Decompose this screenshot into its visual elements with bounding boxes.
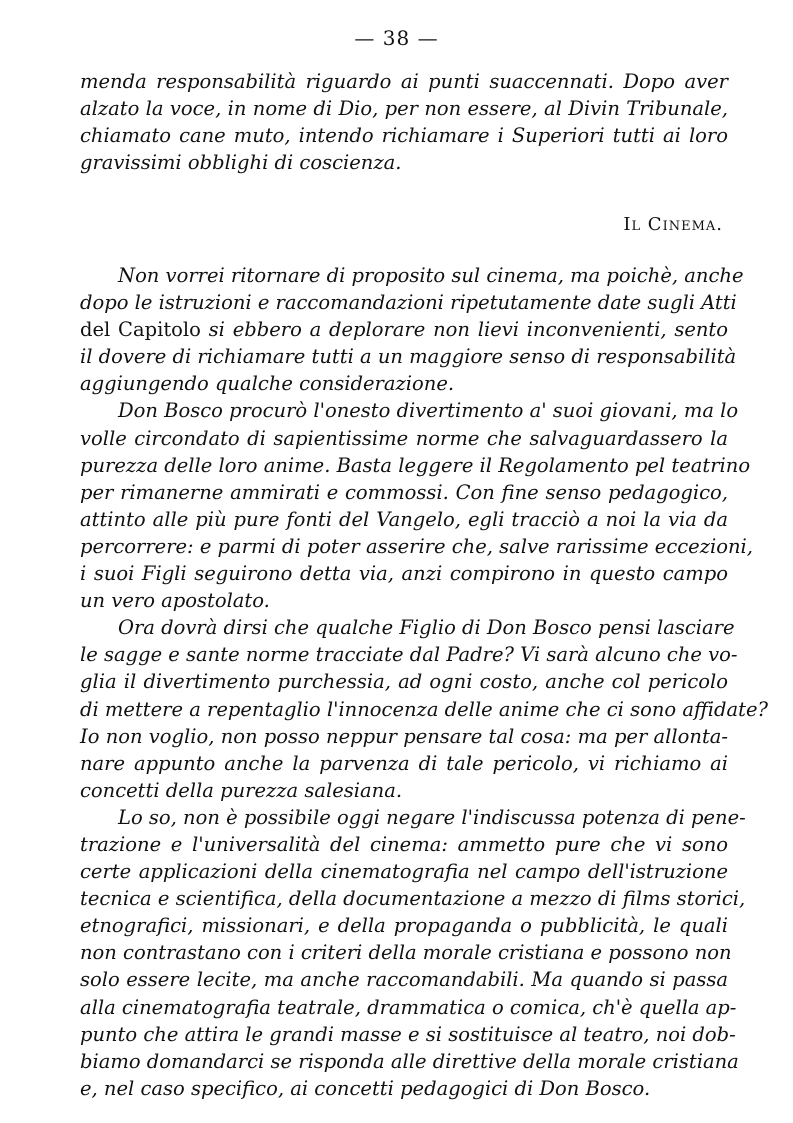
text-line: Non vorrei ritornare di proposito sul cinema, ma poichè, anche xyxy=(118,264,744,287)
text-line: di mettere a repentaglio l'innocenza delle anime che ci sono affidate? xyxy=(80,697,768,721)
text-line: attinto alle più pure fonti del Vangelo, egli tracciò a noi la via da xyxy=(80,507,728,531)
text-line: trazione e l'universalità del cinema: ammetto pure che vi sono xyxy=(80,832,728,856)
section-heading: Il Cinema. xyxy=(623,214,723,235)
text-line: menda responsabilità riguardo ai punti suaccennati. Dopo aver xyxy=(80,70,728,93)
text-line: nare appunto anche la parvenza di tale pericolo, vi richiamo ai xyxy=(80,751,728,775)
text-line: concetti della purezza salesiana. xyxy=(80,778,403,802)
text-line: aggiungendo qualche considerazione. xyxy=(80,372,455,396)
text-line: i suoi Figli seguirono detta via, anzi compirono in questo campo xyxy=(80,562,728,586)
paragraph-2 xyxy=(80,397,753,614)
text-line: gravissimi obblighi di coscienza. xyxy=(80,151,402,175)
text-line: Don Bosco procurò l'onesto divertimento a' suoi giovani, ma lo xyxy=(118,399,739,423)
text-line: per rimanerne ammirati e commossi. Con fine senso pedagogico, xyxy=(80,480,728,504)
text-line: Io non voglio, non posso neppur pensare tal cosa: ma per allonta- xyxy=(80,724,728,748)
text-line: certe applicazioni della cinematografia nel campo dell'istruzione xyxy=(80,860,728,884)
text-line: alla cinematografia teatrale, drammatica o comica, ch'è quella ap- xyxy=(80,995,737,1019)
text-line: punto che attira le grandi masse e si sostituisce al teatro, noi dob- xyxy=(80,1022,736,1046)
text-fragment: si ebbero a deplorare non lievi inconvenienti, sento xyxy=(200,318,728,342)
text-line: glia il divertimento purchessia, ad ogni costo, anche col pericolo xyxy=(80,670,728,694)
text-line: e, nel caso specifico, ai concetti pedagogici di Don Bosco. xyxy=(80,1076,651,1100)
text-line: il dovere di richiamare tutti a un maggiore senso di responsabilità xyxy=(80,345,737,369)
paragraph-3 xyxy=(80,614,768,804)
text-line: purezza delle loro anime. Basta leggere il Regolamento pel teatrino xyxy=(80,453,751,477)
text-line: tecnica e scientifica, della documentazione a mezzo di films storici, xyxy=(80,887,746,911)
paragraph-4 xyxy=(80,804,746,1102)
intro-paragraph xyxy=(80,68,728,176)
text-line: etnografici, missionari, e della propaganda o pubblicità, le quali xyxy=(80,914,728,938)
text-line: chiamato cane muto, intendo richiamare i Superiori tutti ai loro xyxy=(80,124,728,148)
text-line: non contrastano con i criteri della morale cristiana e possono non xyxy=(80,941,732,965)
text-line: Lo so, non è possibile oggi negare l'indiscussa potenza di pene- xyxy=(118,805,746,829)
main-text xyxy=(80,262,768,1102)
text-line: un vero apostolato. xyxy=(80,589,270,613)
text-line: Ora dovrà dirsi che qualche Figlio di Don Bosco pensi lasciare xyxy=(118,616,735,640)
upright-text: del Capitolo xyxy=(80,318,201,342)
text-line: percorrere: e parmi di poter asserire che, salve rarissime eccezioni, xyxy=(80,534,753,558)
text-line: biamo domandarci se risponda alle direttive della morale cristiana xyxy=(80,1049,739,1073)
text-line: volle circondato di sapientissime norme che salvaguardassero la xyxy=(80,426,728,450)
text-line xyxy=(80,316,728,343)
text-line: le sagge e sante norme tracciate dal Padre? Vi sarà alcuno che vo- xyxy=(80,643,738,667)
page-number: — 38 — xyxy=(354,26,439,50)
text-line: solo essere lecite, ma anche raccomandabili. Ma quando si passa xyxy=(80,968,728,992)
text-line: alzato la voce, in nome di Dio, per non essere, al Divin Tribunale, xyxy=(80,97,728,121)
paragraph-1 xyxy=(80,262,744,397)
text-line: dopo le istruzioni e raccomandazioni ripetutamente date sugli Atti xyxy=(80,291,737,315)
